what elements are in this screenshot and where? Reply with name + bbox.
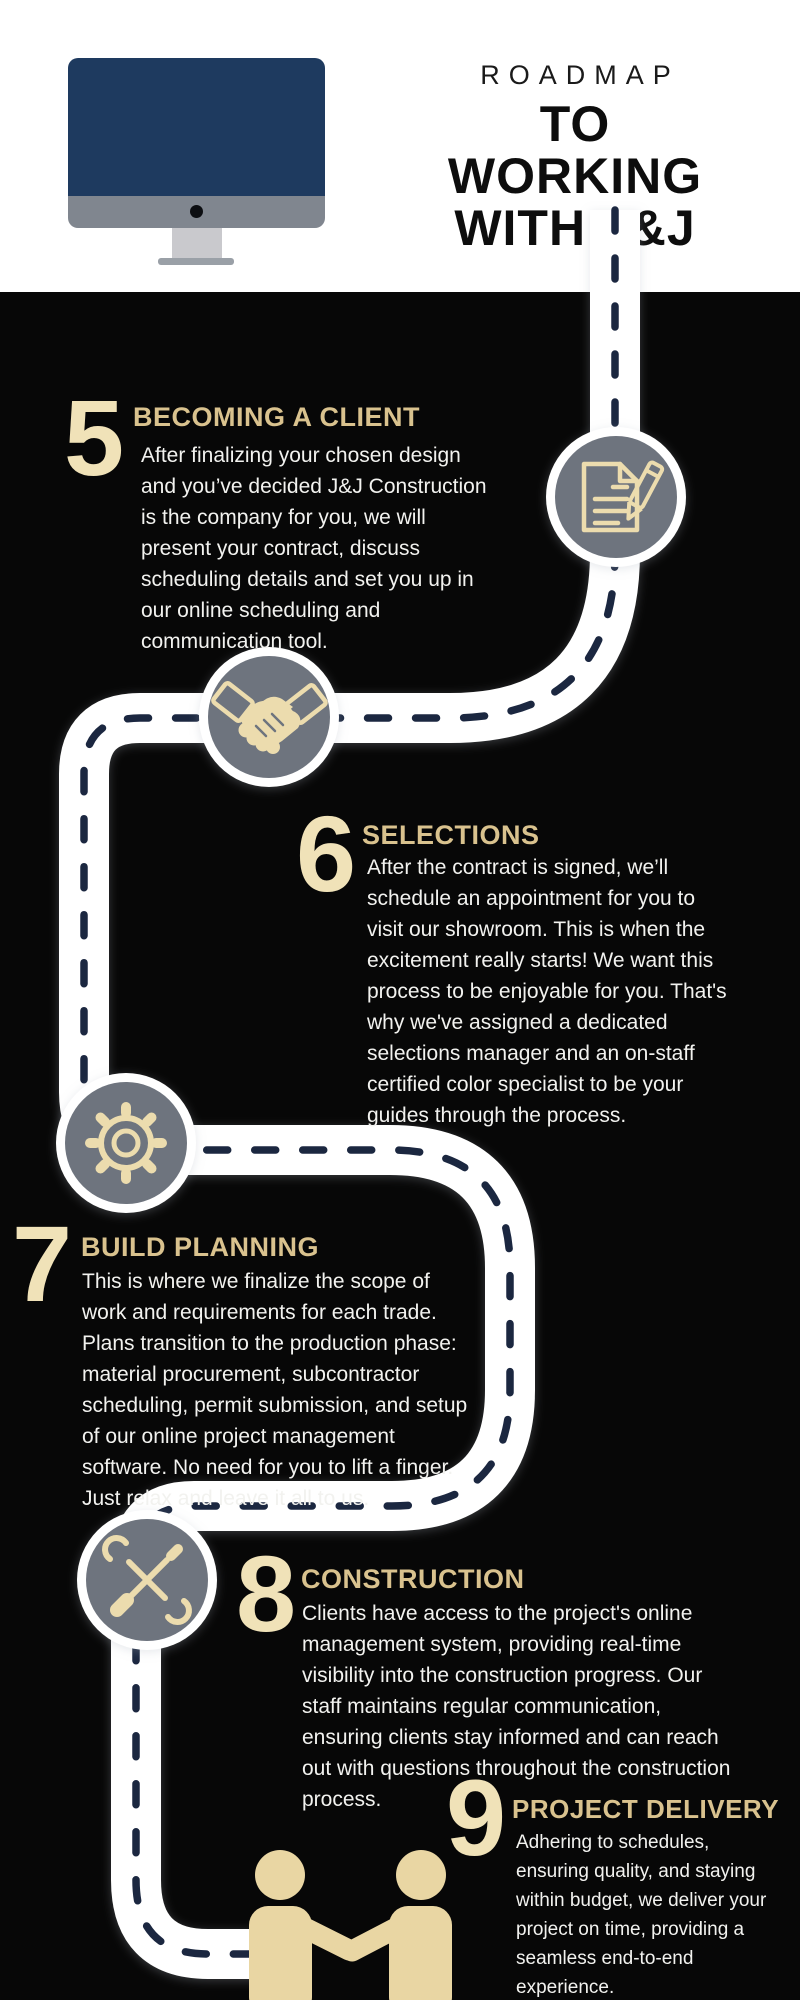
step-7-body: This is where we finalize the scope of work and requirements for each trade. Plans transition to the production phase: material procurement, subcontractor scheduling, permit submission, and setup of our online project management software. No need for you to lift a finger. Just relax and leave it all to us. xyxy=(82,1270,468,1510)
milestone-circle-gear xyxy=(56,1073,196,1213)
step-9-title: PROJECT DELIVERY xyxy=(512,1794,780,1824)
page-title-line-1: TO xyxy=(539,96,611,152)
milestone-circle-tools xyxy=(77,1510,217,1650)
step-6-body: After the contract is signed, we’ll schedule an appointment for you to visit our showroom. This is when the excitement really starts! We want this process to be enjoyable for you. That's why we've assigned a dedicated selections manager and an on-staff certified color specialist to be your guides through the process. xyxy=(367,856,727,1127)
page-title-line-3: WITH J&J xyxy=(454,200,696,256)
step-5-number: 5 xyxy=(64,377,125,498)
person-right-head xyxy=(396,1850,446,1900)
step-8-body: Clients have access to the project's online management system, providing real-time visibility into the construction progress. Our staff maintains regular communication, ensuring clients stay informed and can reach out with questions throughout the construction process. xyxy=(302,1602,731,1811)
header-eyebrow: ROADMAP xyxy=(480,60,680,90)
step-9-number: 9 xyxy=(446,1757,507,1878)
page-title-line-2: WORKING xyxy=(447,148,703,204)
milestone-circle-contract xyxy=(546,427,686,567)
step-5-body: After finalizing your chosen design and you’ve decided J&J Construction is the company for you, we will present your contract, discuss scheduling details and set you up in our online scheduling and communication tool. xyxy=(141,444,487,653)
circle-fill xyxy=(65,1082,187,1204)
step-8-title: CONSTRUCTION xyxy=(301,1564,525,1594)
step-7-title: BUILD PLANNING xyxy=(81,1232,319,1262)
milestone-circle-handshake xyxy=(199,647,339,787)
step-6-number: 6 xyxy=(296,793,357,914)
step-6-title: SELECTIONS xyxy=(362,820,540,850)
step-8-number: 8 xyxy=(236,1533,297,1654)
step-9-body: Adhering to schedules, ensuring quality, and staying within budget, we deliver your project on time, providing a seamless end-to-end experience. xyxy=(516,1832,767,1998)
step-7-number: 7 xyxy=(12,1203,73,1324)
people-handshake-icon xyxy=(249,1850,452,2000)
step-5-title: BECOMING A CLIENT xyxy=(133,402,420,432)
person-left-head xyxy=(255,1850,305,1900)
